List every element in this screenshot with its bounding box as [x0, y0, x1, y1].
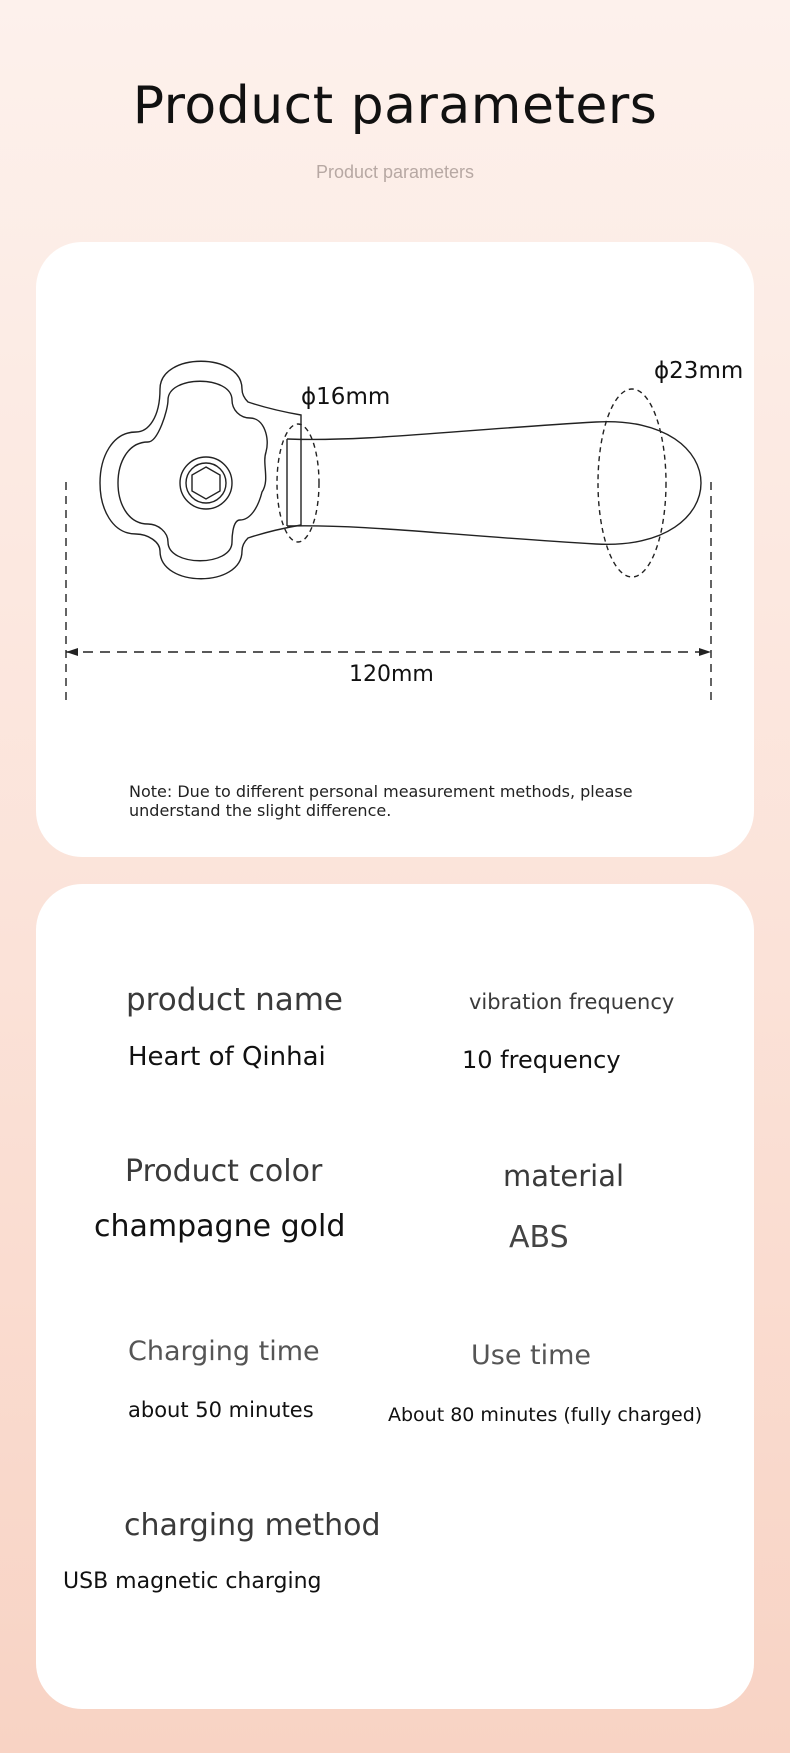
product-name-value: Heart of Qinhai — [128, 1042, 326, 1072]
material-value: ABS — [509, 1220, 569, 1255]
charging-method-value: USB magnetic charging — [63, 1569, 322, 1594]
charging-time-label: Charging time — [128, 1336, 320, 1367]
vibration-frequency-label: vibration frequency — [469, 990, 675, 1014]
use-time-value: About 80 minutes (fully charged) — [388, 1404, 703, 1426]
parameters-card — [36, 884, 754, 1709]
dimension-card — [36, 242, 754, 857]
handle-outline — [287, 422, 701, 545]
product-name-label: product name — [126, 982, 343, 1018]
use-time-label: Use time — [471, 1340, 592, 1371]
product-outline-drawing — [36, 242, 754, 857]
length-label: 120mm — [349, 662, 434, 687]
material-label: material — [503, 1159, 625, 1193]
page-subtitle: Product parameters — [315, 162, 475, 182]
diameter-large-ellipse — [598, 389, 666, 577]
product-color-value: champagne gold — [94, 1209, 346, 1244]
diameter-large-label: ϕ23mm — [654, 358, 744, 384]
page-title: Product parameters — [132, 76, 658, 136]
vibration-frequency-value: 10 frequency — [462, 1046, 621, 1074]
product-color-label: Product color — [125, 1154, 323, 1189]
diameter-small-label: ϕ16mm — [301, 384, 391, 410]
charging-time-value: about 50 minutes — [128, 1398, 314, 1422]
charging-method-label: charging method — [124, 1508, 381, 1543]
measurement-note: Note: Due to different personal measurement methods, please understand the slight difference. — [129, 782, 633, 820]
charging-port-ring — [180, 457, 232, 509]
charging-port-hex — [192, 467, 220, 499]
diameter-small-ellipse — [277, 424, 319, 542]
